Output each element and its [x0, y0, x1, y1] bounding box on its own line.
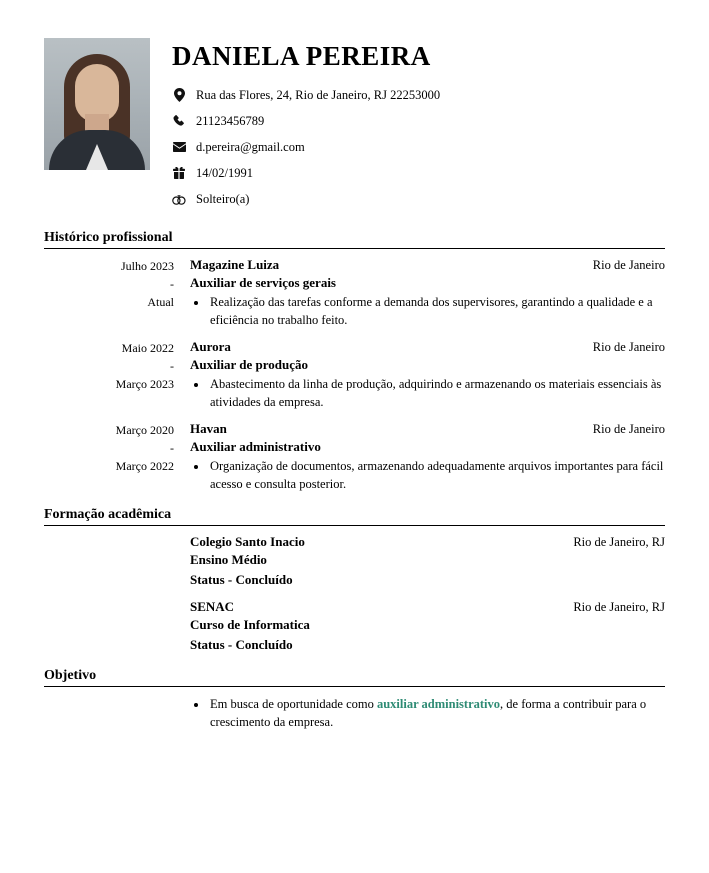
- contact-email-text: d.pereira@gmail.com: [196, 139, 305, 154]
- entry-organization: Colegio Santo Inacio: [190, 534, 305, 550]
- entry-location: Rio de Janeiro: [592, 258, 665, 273]
- contact-list: [172, 86, 665, 209]
- entry-location: Rio de Janeiro: [592, 340, 665, 355]
- entry-head: [190, 599, 665, 615]
- entry-course: Curso de Informatica: [190, 617, 310, 633]
- entry-body: [190, 257, 665, 329]
- entry-head: [190, 421, 665, 437]
- entry-body: [190, 534, 665, 589]
- contact-email: [172, 138, 665, 156]
- entry-location: Rio de Janeiro, RJ: [573, 535, 665, 550]
- contact-marital-status: [172, 190, 665, 208]
- entry-head: [190, 339, 665, 355]
- education-entry: [44, 534, 665, 589]
- entry-organization: Havan: [190, 421, 227, 437]
- entry-organization: SENAC: [190, 599, 235, 615]
- entry-body: [190, 339, 665, 411]
- section-objective: [44, 668, 665, 732]
- header-details: [172, 38, 665, 216]
- education-entry: [44, 599, 665, 654]
- date-start: Julho 2023: [120, 259, 174, 274]
- list-item: • Abastecimento da linha de produção, adquirindo e armazenando os materiais essenciais às atividades da empresa.: [208, 376, 665, 412]
- date-separator: -: [170, 277, 174, 292]
- list-item: • Realização das tarefas conforme a demanda dos supervisores, garantindo a qualidade e a eficiência no trabalho feito.: [208, 294, 665, 330]
- list-item: [208, 696, 665, 732]
- entry-role: Auxiliar de serviços gerais: [190, 275, 336, 291]
- date-separator: -: [170, 359, 174, 374]
- section-title-objective: Objetivo: [44, 668, 665, 687]
- contact-birthdate: [172, 164, 665, 182]
- entry-dates: [44, 339, 190, 411]
- objective-prefix: Em busca de oportunidade como: [210, 697, 377, 712]
- entry-bullets: [190, 458, 665, 494]
- objective-bullets: [190, 696, 665, 732]
- entry-location: Rio de Janeiro: [592, 422, 665, 437]
- section-title-education: Formação acadêmica: [44, 507, 665, 526]
- entry-body: [190, 695, 665, 732]
- entry-dates: [44, 421, 190, 493]
- entry-organization: Magazine Luiza: [190, 257, 280, 273]
- contact-phone: [172, 112, 665, 130]
- list-item: • Organização de documentos, armazenando adequadamente arquivos importantes para fácil acesso e consulta posterior.: [208, 458, 665, 494]
- entry-status: Status - Concluído: [190, 636, 293, 652]
- entry-status: Status - Concluído: [190, 571, 293, 587]
- page-title: DANIELA PEREIRA: [172, 41, 431, 71]
- entry-body: [190, 599, 665, 654]
- phone-icon: [172, 115, 186, 127]
- entry-body: [190, 421, 665, 493]
- section-title-experience: Histórico profissional: [44, 230, 665, 249]
- location-pin-icon: [172, 88, 186, 102]
- entry-dates: [44, 257, 190, 329]
- entry-dates: [44, 534, 190, 589]
- section-experience: [44, 230, 665, 493]
- contact-marital-status-text: Solteiro(a): [196, 192, 250, 207]
- contact-address-text: Rua das Flores, 24, Rio de Janeiro, RJ 22253000: [196, 87, 441, 102]
- date-end: Março 2022: [115, 459, 174, 474]
- entry-head: [190, 534, 665, 550]
- entry-role: Auxiliar de produção: [190, 357, 308, 373]
- experience-entry: [44, 421, 665, 493]
- profile-photo: [44, 38, 150, 170]
- entry-dates: [44, 695, 190, 732]
- entry-bullets: [190, 294, 665, 330]
- date-end: Atual: [147, 295, 174, 310]
- date-end: Março 2023: [115, 377, 174, 392]
- entry-dates: [44, 599, 190, 654]
- contact-birthdate-text: 14/02/1991: [196, 166, 253, 181]
- contact-address: [172, 86, 665, 104]
- entry-organization: Aurora: [190, 339, 231, 355]
- objective-highlight: auxiliar administrativo: [376, 697, 501, 712]
- experience-entry: [44, 257, 665, 329]
- entry-head: [190, 257, 665, 273]
- envelope-icon: [172, 142, 186, 152]
- section-education: [44, 507, 665, 654]
- entry-course: Ensino Médio: [190, 552, 267, 568]
- rings-icon: [172, 194, 186, 205]
- objective-entry: [44, 695, 665, 732]
- date-start: Março 2020: [115, 423, 174, 438]
- date-start: Maio 2022: [121, 341, 174, 356]
- objective-suffix: , de forma a contribuir para o crescimento da empresa.: [210, 697, 647, 730]
- entry-bullets: [190, 376, 665, 412]
- gift-icon: [172, 167, 186, 179]
- date-separator: -: [170, 441, 174, 456]
- resume-header: [44, 38, 665, 216]
- experience-entry: [44, 339, 665, 411]
- entry-role: Auxiliar administrativo: [190, 439, 321, 455]
- contact-phone-text: 21123456789: [196, 113, 265, 128]
- entry-location: Rio de Janeiro, RJ: [573, 600, 665, 615]
